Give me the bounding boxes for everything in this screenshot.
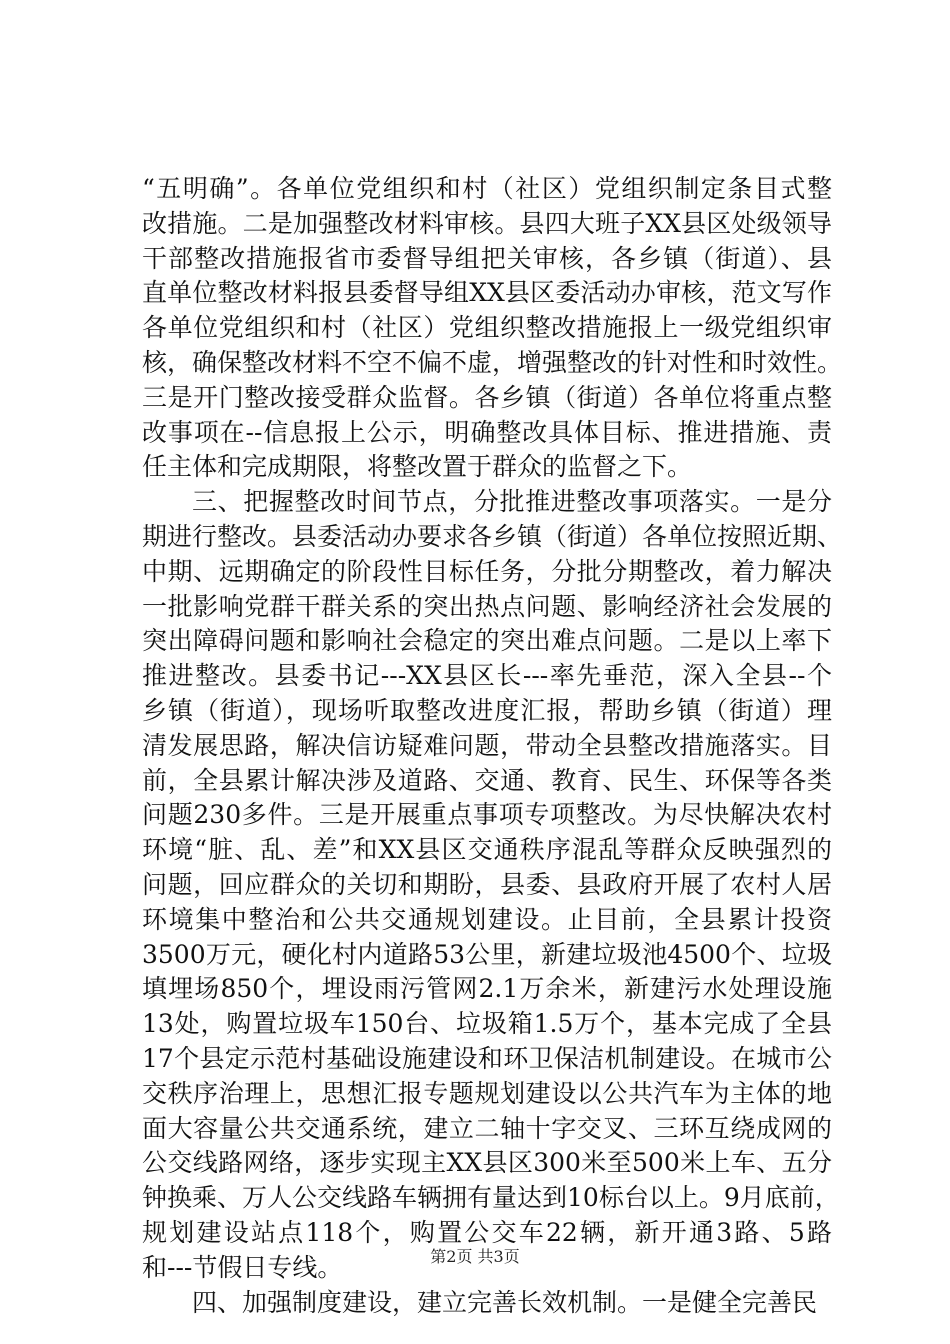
text-line: 13处，购置垃圾车150台、垃圾箱1.5万个，基本完成了全县 — [142, 1009, 832, 1039]
text-line: 干部整改措施报省市委督导组把关审核，各乡镇（街道）、县 — [142, 243, 832, 273]
text-line: 核，确保整改材料不空不偏不虚，增强整改的针对性和时效性。 — [142, 347, 843, 377]
text-line: 改措施。二是加强整改材料审核。县四大班子XX县区处级领导 — [142, 208, 832, 238]
text-line: 三是开门整改接受群众监督。各乡镇（街道）各单位将重点整 — [142, 382, 832, 412]
text-line: 3500万元，硬化村内道路53公里，新建垃圾池4500个、垃圾 — [142, 939, 832, 969]
text-line: 面大容量公共交通系统，建立二轴十字交叉、三环互绕成网的 — [142, 1113, 832, 1143]
text-line: 规划建设站点118个，购置公交车22辆，新开通3路、5路 — [142, 1217, 832, 1247]
text-line: 期进行整改。县委活动办要求各乡镇（街道）各单位按照近期、 — [142, 521, 843, 551]
text-line: 中期、远期确定的阶段性目标任务，分批分期整改，着力解决 — [142, 556, 832, 586]
text-line: 钟换乘、万人公交线路车辆拥有量达到10标台以上。9月底前， — [142, 1183, 840, 1213]
text-line: 任主体和完成期限，将整改置于群众的监督之下。 — [142, 452, 693, 482]
text-line: 各单位党组织和村（社区）党组织整改措施报上一级党组织审 — [142, 313, 832, 343]
text-line: 前，全县累计解决涉及道路、交通、教育、民生、环保等各类 — [142, 765, 832, 795]
document-body — [142, 172, 843, 1320]
text-line: 环境“脏、乱、差”和XX县区交通秩序混乱等群众反映强烈的 — [142, 835, 832, 865]
text-line: 乡镇（街道），现场听取整改进度汇报，帮助乡镇（街道）理 — [142, 695, 832, 725]
text-line: 突出障碍问题和影响社会稳定的突出难点问题。二是以上率下 — [142, 626, 832, 656]
text-line: 一批影响党群干群关系的突出热点问题、影响经济社会发展的 — [142, 591, 832, 621]
text-line: 环境集中整治和公共交通规划建设。止目前，全县累计投资 — [142, 904, 832, 934]
text-line: 直单位整改材料报县委督导组XX县区委活动办审核，范文写作 — [142, 278, 832, 308]
text-line: 交秩序治理上，思想汇报专题规划建设以公共汽车为主体的地 — [142, 1078, 832, 1108]
text-line: 17个县定示范村基础设施建设和环卫保洁机制建设。在城市公 — [142, 1043, 832, 1073]
paragraph — [142, 1286, 832, 1321]
text-line: 四、加强制度建设，建立完善长效机制。一是健全完善民 — [192, 1287, 818, 1317]
text-line: 改事项在--信息报上公示，明确整改具体目标、推进措施、责 — [142, 417, 832, 447]
text-line: 清发展思路，解决信访疑难问题，带动全县整改措施落实。目 — [142, 730, 832, 760]
text-line: 问题230多件。三是开展重点事项专项整改。为尽快解决农村 — [142, 800, 832, 830]
text-line: 推进整改。县委书记---XX县区长---率先垂范，深入全县--个 — [142, 661, 832, 691]
paragraph — [142, 485, 843, 1285]
text-line: 公交线路网络，逐步实现主XX县区300米至500米上车、五分 — [142, 1148, 832, 1178]
text-line: 填埋场850个，埋设雨污管网2.1万余米，新建污水处理设施 — [142, 974, 832, 1004]
text-line: 和---节假日专线。 — [142, 1252, 343, 1282]
paragraph — [142, 172, 843, 485]
text-line: “五明确”。各单位党组织和村（社区）党组织制定条目式整 — [142, 174, 832, 203]
text-line: 三、把握整改时间节点，分批推进整改事项落实。一是分 — [192, 487, 832, 517]
text-line: 问题，回应群众的关切和期盼，县委、县政府开展了农村人居 — [142, 869, 832, 899]
page-footer: 第2页 共3页 — [430, 1247, 520, 1266]
